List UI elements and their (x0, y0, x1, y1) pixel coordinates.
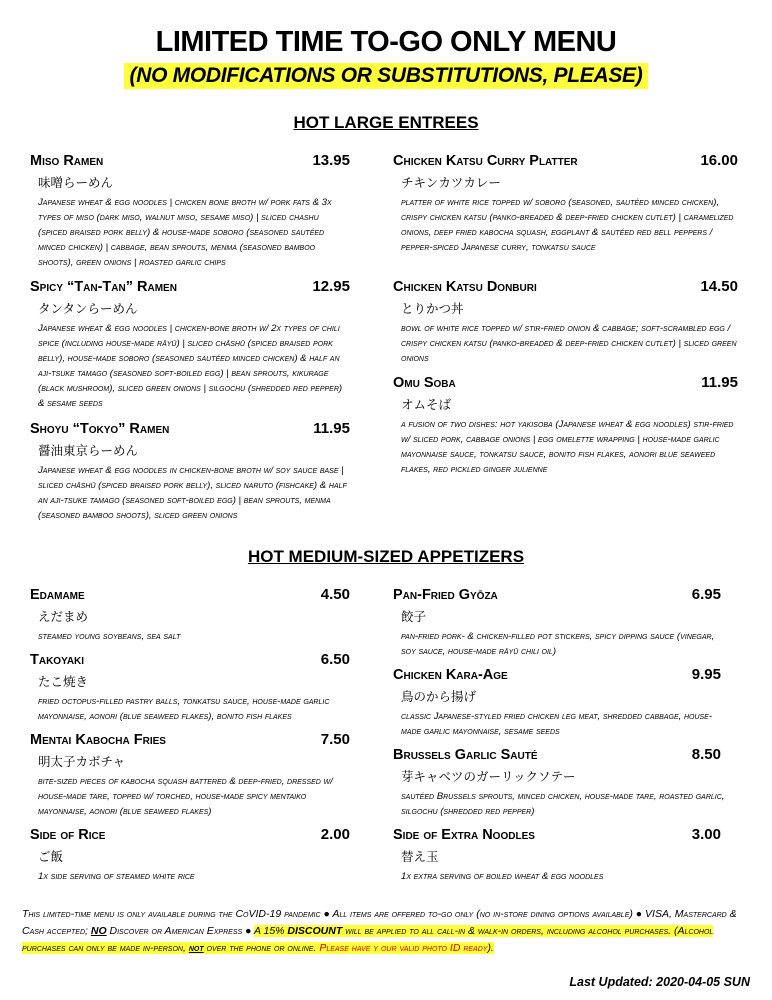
item-name: Mentai Kabocha Fries (30, 732, 166, 748)
menu-item (30, 420, 350, 523)
item-japanese-name: チキンカツカレー (401, 175, 501, 190)
item-header (393, 586, 721, 603)
item-japanese-name: 明太子カボチャ (38, 754, 126, 769)
item-japanese-name: 替え玉 (401, 849, 439, 864)
menu-item (393, 586, 721, 659)
item-name: Chicken Katsu Curry Platter (393, 153, 578, 169)
item-header (393, 152, 738, 169)
item-header (30, 731, 350, 748)
item-japanese-name: とりかつ丼 (401, 301, 464, 316)
item-name: Spicy “Tan-Tan” Ramen (30, 279, 177, 295)
menu-item (30, 651, 350, 724)
item-price: 6.50 (320, 651, 350, 668)
item-japanese-name: オムそば (401, 397, 452, 412)
item-japanese-name: たこ焼き (38, 674, 89, 689)
item-name: Omu Soba (393, 375, 456, 391)
item-description: classic Japanese-styled fried chicken leg meat, shredded cabbage, house-made garlic mayonnaise, sesame seeds (401, 711, 713, 737)
item-japanese-name: タンタンらーめん (38, 301, 138, 316)
footer-text: Discover or American Express ● (106, 925, 254, 937)
item-price: 4.50 (320, 586, 350, 603)
item-description: 1x side serving of steamed white rice (38, 871, 195, 882)
item-description: Japanese wheat & egg noodles | chicken bone broth w/ pork fats & 3x types of miso (dark miso, walnut miso, sesame miso) | sliced chashu (spiced braised pork belly) & house-made soboro (seasoned sautéed minced chicken) | cabbage, bean sprouts, menma (seasoned bamboo shoots), green onions | roasted garlic chips (38, 197, 332, 268)
item-header (30, 420, 350, 437)
item-description: bite-sized pieces of kabocha squash battered & deep-fried, dressed w/ house-made tare, topped w/ torched, house-made spicy mentaiko mayonnaise, aonori (blue seaweed flakes) (38, 776, 333, 817)
item-description: Japanese wheat & egg noodles | chicken-bone broth w/ 2x types of chili spice (including house-made rāyū) | sliced chāshū (spiced braised pork belly), house-made soboro (seasoned sautéed minced chicken) & half an aji-tsuke tamago (seasoned soft-boiled egg) | bean sprouts, kikurage (black mushroom), sliced green onions | silgochu (shredded red pepper) & sesame seeds (38, 323, 343, 409)
item-description: fried octopus-filled pastry balls, tonkatsu sauce, house-made garlic mayonnaise, aonori (blue seaweed flakes), bonito fish flakes (38, 696, 330, 722)
item-description: 1x extra serving of boiled wheat & egg noodles (401, 871, 604, 882)
footer-notice (22, 906, 752, 957)
item-name: Pan-Fried Gyōza (393, 587, 498, 603)
item-description: Japanese wheat & egg noodles in chicken-bone broth w/ soy sauce base | sliced chāshū (spiced braised pork belly), sliced naruto (fishcake) & half an aji-tsuke tamago (seasoned soft-boiled egg) | bean sprouts, menma (seasoned bamboo shoots), sliced green onions (38, 465, 347, 521)
item-description: pan-fried pork- & chicken-filled pot stickers, spicy dipping sauce (vinegar, soy sauce, house-made rāyū chili oil) (401, 631, 715, 657)
item-description: platter of white rice topped w/ soboro (seasoned, sautéed minced chicken), crispy chicken katsu (panko-breaded & deep-fried chicken cutlet) | caramelized onions, deep fried kabocha squash, eggplant & sautéed red bell peppers / pepper-spiced Japanese curry, tonkatsu sauce (401, 197, 734, 253)
item-price: 11.95 (701, 374, 738, 391)
menu-subtitle: (NO MODIFICATIONS OR SUBSTITUTIONS, PLEASE) (124, 63, 649, 89)
item-price: 7.50 (320, 731, 350, 748)
menu-item (30, 586, 350, 644)
menu-item (30, 152, 350, 270)
last-updated: Last Updated: 2020-04-05 SUN (569, 975, 750, 989)
item-header (30, 278, 350, 295)
item-japanese-name: 芽キャベツのガーリックソテー (401, 769, 576, 784)
item-name: Side of Extra Noodles (393, 827, 535, 843)
item-price: 8.50 (691, 746, 721, 763)
item-japanese-name: 鳥のから揚げ (401, 689, 477, 704)
item-price: 16.00 (700, 152, 738, 169)
item-price: 11.95 (313, 420, 350, 437)
footer-text: A 15% (253, 925, 288, 937)
item-name: Chicken Kara-Age (393, 667, 508, 683)
item-header (393, 374, 738, 391)
item-header (393, 278, 738, 295)
item-name: Edamame (30, 587, 85, 603)
menu-title: LIMITED TIME TO-GO ONLY MENU (155, 26, 617, 58)
footer-text: This limited-time menu is only available during the CoVID-19 pandemic ● All items are offered to-go only (no in-store dining options available) ● VISA, Mastercard & Cash accepted; (22, 908, 737, 937)
menu-item (393, 152, 738, 255)
section-heading-appetizers: HOT MEDIUM-SIZED APPETIZERS (247, 547, 525, 566)
menu-item (30, 278, 350, 411)
item-price: 9.95 (691, 666, 721, 683)
item-price: 12.95 (312, 278, 350, 295)
section-heading-entrees: HOT LARGE ENTREES (293, 113, 479, 132)
item-japanese-name: 味噌らーめん (38, 175, 114, 190)
item-header (30, 651, 350, 668)
footer-text: over the phone or online. (203, 942, 320, 954)
item-japanese-name: 醤油東京らーめん (38, 443, 139, 458)
subtitle-wrap (0, 63, 772, 89)
item-price: 3.00 (691, 826, 721, 843)
menu-item (30, 731, 350, 819)
menu-item (393, 374, 738, 477)
item-japanese-name: えだまめ (38, 609, 89, 624)
item-description: bowl of white rice topped w/ stir-fried onion & cabbage; soft-scrambled egg / crispy chicken katsu (panko-breaded & deep-fried chicken cutlet) | sliced green onions (401, 323, 737, 364)
footer-text: ). (487, 942, 494, 954)
item-japanese-name: 餃子 (401, 609, 427, 624)
footer-no: NO (90, 925, 107, 937)
item-header (393, 826, 721, 843)
item-price: 14.50 (700, 278, 738, 295)
menu-item (393, 666, 721, 739)
item-header (30, 826, 350, 843)
item-header (30, 152, 350, 169)
item-price: 6.95 (691, 586, 721, 603)
menu-item (393, 278, 738, 366)
footer-not: not (188, 942, 204, 954)
menu-item (30, 826, 350, 884)
item-price: 13.95 (312, 152, 350, 169)
footer-discount: DISCOUNT (287, 925, 343, 937)
item-description: steamed young soybeans, sea salt (38, 631, 181, 642)
item-price: 2.00 (320, 826, 350, 843)
item-name: Shoyu “Tokyo” Ramen (30, 421, 170, 437)
menu-item (393, 826, 721, 884)
item-header (30, 586, 350, 603)
item-name: Brussels Garlic Sauté (393, 747, 538, 763)
item-japanese-name: ご飯 (38, 849, 64, 864)
item-description: a fusion of two dishes: hot yakisoba (Japanese wheat & egg noodles) stir-fried w/ sliced pork, cabbage onions | egg omelette wrapping | house-made garlic mayonnaise sauce, tonkatsu sauce, bonito fish flakes, aonori blue seaweed flakes, red pickled ginger julienne (401, 419, 734, 475)
footer-text: will be applied to all call-in & walk-in orders, including alcohol purchases. (Alcohol purchases can only be made in-person, (22, 925, 714, 954)
item-header (393, 666, 721, 683)
item-description: sautéed Brussels sprouts, minced chicken, house-made tare, roasted garlic, silgochu (shredded red pepper) (401, 791, 725, 817)
item-name: Side of Rice (30, 827, 106, 843)
item-name: Takoyaki (30, 652, 85, 668)
menu-item (393, 746, 738, 819)
item-name: Chicken Katsu Donburi (393, 279, 537, 295)
item-name: Miso Ramen (30, 153, 104, 169)
footer-id-note: Please have y our valid photo ID ready (319, 942, 488, 954)
item-header (393, 746, 721, 763)
